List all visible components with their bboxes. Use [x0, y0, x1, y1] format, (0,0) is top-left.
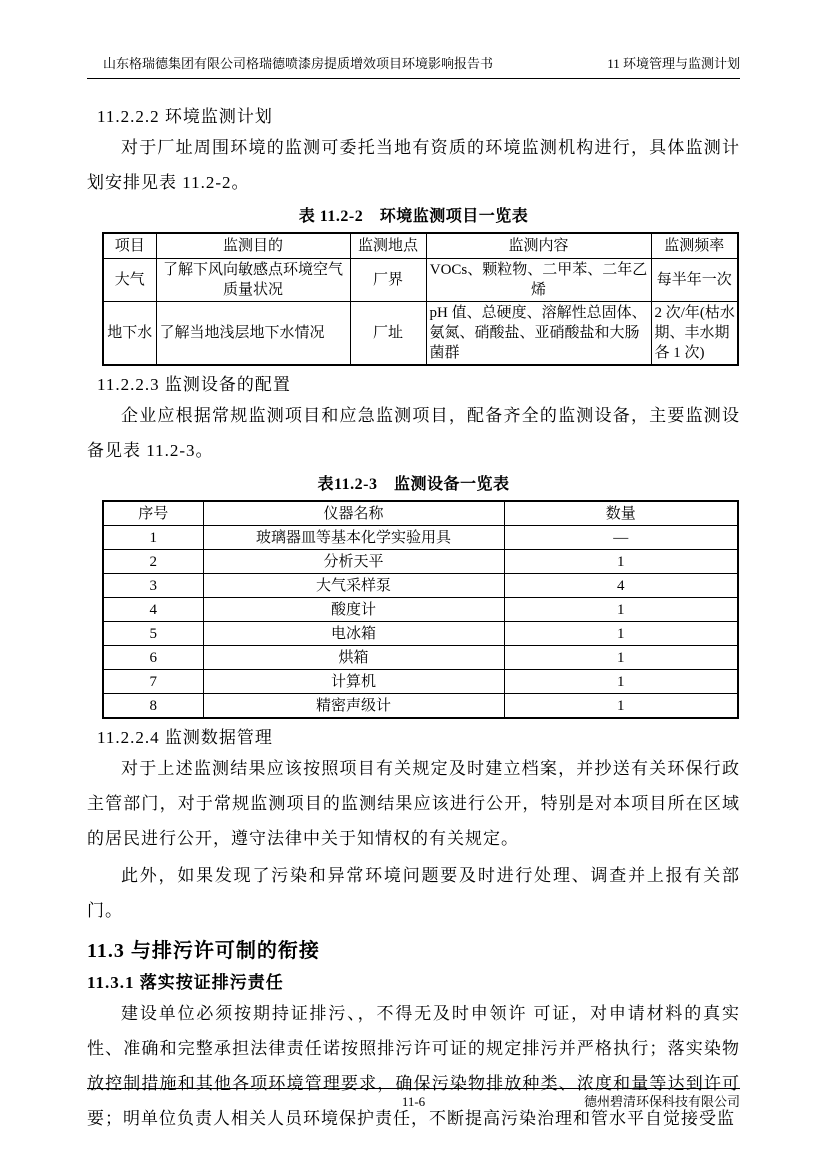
- table-cell: 分析天平: [203, 550, 504, 574]
- paragraph-permit-responsibility: 建设单位必须按期持证排污、，不得无及时申领许 可证，对申请材料的真实性、准确和完整承担法律责任诺按照排污许可证的规定排污并严格执行；落实染物放控制措施和其他各项环境管理要求，确保污染物排放种类、浓度和量等达到许可要；明单位负责人相关人员环境保护责任，不断提高污染治理和管水平自觉接受监: [87, 1004, 740, 1128]
- column-header: 监测频率: [651, 233, 738, 259]
- table-cell: 1: [504, 550, 738, 574]
- table-header-row: [103, 233, 738, 259]
- table-cell: 1: [504, 622, 738, 646]
- table-cell: 4: [504, 574, 738, 598]
- table-cell: 8: [103, 694, 203, 719]
- table-cell: 2 次/年(枯水期、丰水期各 1 次): [651, 302, 738, 366]
- page-number: 11-6: [401, 1094, 426, 1109]
- table-cell: pH 值、总硬度、溶解性总固体、氨氮、硝酸盐、亚硝酸盐和大肠菌群: [426, 302, 651, 366]
- table-cell: 大气采样泵: [203, 574, 504, 598]
- column-header: 监测地点: [350, 233, 426, 259]
- column-header: 监测内容: [426, 233, 651, 259]
- table-cell: 玻璃器皿等基本化学实验用具: [203, 526, 504, 550]
- paragraph-monitoring-plan: 对于厂址周围环境的监测可委托当地有资质的环境监测机构进行，具体监测计划安排见表 11.2-2。: [87, 138, 740, 192]
- table-cell: 大气: [103, 259, 156, 302]
- table-cell: 1: [103, 526, 203, 550]
- header-report-title: 山东格瑞德集团有限公司格瑞德喷漆房提质增效项目环境影响报告书: [103, 56, 494, 71]
- section-heading-11-3-1: 11.3.1 落实按证排污责任: [87, 973, 284, 992]
- page-header: [87, 56, 740, 79]
- table-row: [103, 670, 738, 694]
- table-cell: —: [504, 526, 738, 550]
- section-heading-11-2-2-2: 11.2.2.2 环境监测计划: [97, 107, 273, 126]
- table-row: [103, 622, 738, 646]
- table-row: [103, 694, 738, 719]
- table-row: [103, 574, 738, 598]
- section-heading-11-2-2-4: 11.2.2.4 监测数据管理: [97, 728, 273, 747]
- table-cell: 了解下风向敏感点环境空气质量状况: [156, 259, 350, 302]
- table-cell: 计算机: [203, 670, 504, 694]
- table-cell: 4: [103, 598, 203, 622]
- paragraph-data-management: 对于上述监测结果应该按照项目有关规定及时建立档案，并抄送有关环保行政主管部门，对于常规监测项目的监测结果应该进行公开，特别是对本项目所在区域的居民进行公开，遵守法律中关于知情权的有关规定。: [87, 759, 740, 848]
- table-row: [103, 550, 738, 574]
- section-heading-11-3: 11.3 与排污许可制的衔接: [87, 940, 320, 962]
- table-cell: 厂界: [350, 259, 426, 302]
- column-header: 仪器名称: [203, 501, 504, 526]
- table-row: [103, 259, 738, 302]
- environment-monitoring-items-table: [102, 232, 739, 366]
- table-cell: 5: [103, 622, 203, 646]
- table-cell: 精密声级计: [203, 694, 504, 719]
- table-cell: 2: [103, 550, 203, 574]
- header-chapter-title: 11 环境管理与监测计划: [607, 56, 740, 71]
- monitoring-equipment-table: [102, 500, 739, 719]
- table-cell: VOCs、颗粒物、二甲苯、二年乙烯: [426, 259, 651, 302]
- table-cell: 电冰箱: [203, 622, 504, 646]
- table-cell: 1: [504, 670, 738, 694]
- footer-company-name: 德州碧清环保科技有限公司: [583, 1094, 740, 1109]
- table-cell: 7: [103, 670, 203, 694]
- table-cell: 3: [103, 574, 203, 598]
- column-header: 数量: [504, 501, 738, 526]
- page-footer: [87, 1088, 740, 1118]
- table-cell: 烘箱: [203, 646, 504, 670]
- table-header-row: [103, 501, 738, 526]
- section-heading-11-2-2-3: 11.2.2.3 监测设备的配置: [97, 375, 291, 394]
- paragraph-equipment-config: 企业应根据常规监测项目和应急监测项目，配备齐全的监测设备，主要监测设备见表 11.2-3。: [87, 406, 740, 460]
- column-header: 序号: [103, 501, 203, 526]
- table1-caption: 表 11.2-2 环境监测项目一览表: [298, 208, 529, 225]
- table-row: [103, 526, 738, 550]
- table-row: [103, 302, 738, 366]
- table-row: [103, 598, 738, 622]
- table-cell: 1: [504, 646, 738, 670]
- table-row: [103, 646, 738, 670]
- table-cell: 1: [504, 598, 738, 622]
- table-cell: 每半年一次: [651, 259, 738, 302]
- column-header: 项目: [103, 233, 156, 259]
- column-header: 监测目的: [156, 233, 350, 259]
- paragraph-abnormal-report: 此外，如果发现了污染和异常环境问题要及时进行处理、调查并上报有关部门。: [87, 866, 740, 920]
- table-cell: 酸度计: [203, 598, 504, 622]
- table-cell: 厂址: [350, 302, 426, 366]
- table-cell: 6: [103, 646, 203, 670]
- page-content: [87, 96, 740, 1136]
- table-cell: 地下水: [103, 302, 156, 366]
- table-cell: 了解当地浅层地下水情况: [156, 302, 350, 366]
- table-cell: 1: [504, 694, 738, 719]
- table2-caption: 表11.2-3 监测设备一览表: [317, 476, 510, 493]
